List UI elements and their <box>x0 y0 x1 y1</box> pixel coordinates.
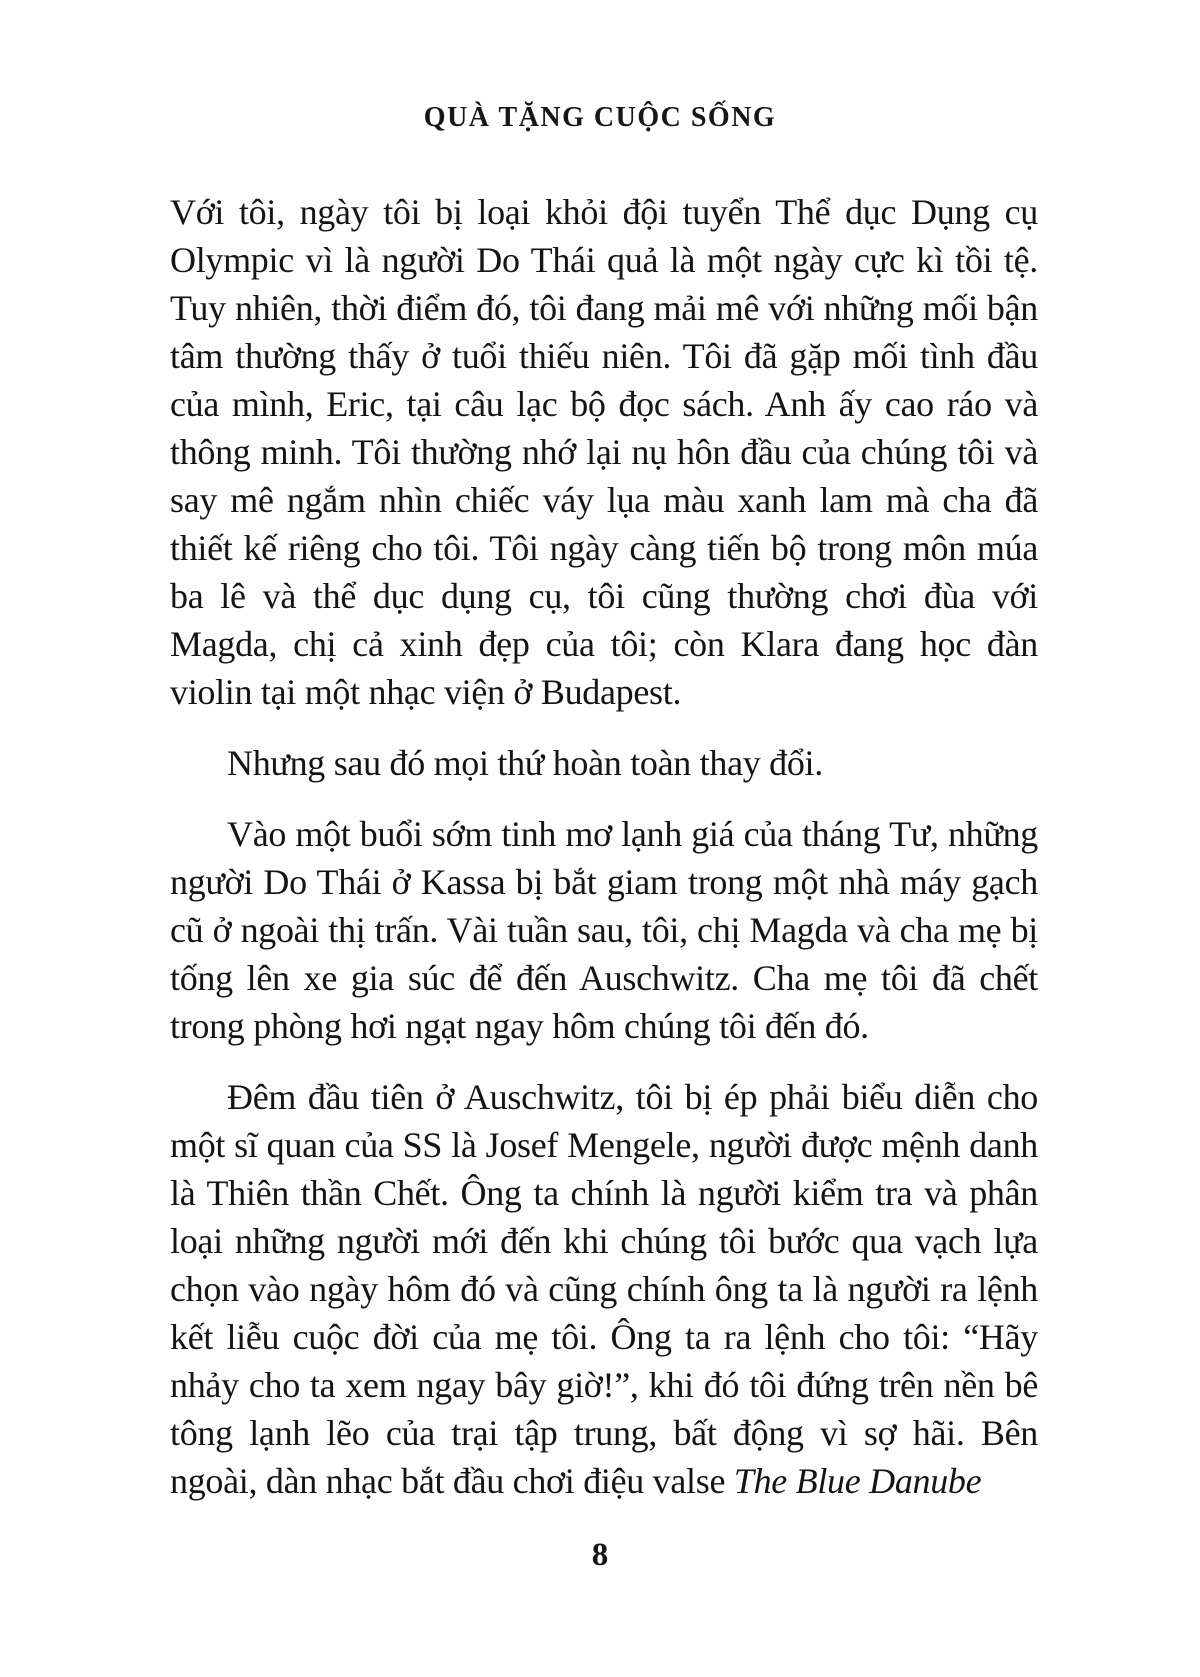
book-title-italic: The Blue Danube <box>733 1461 982 1501</box>
paragraph-2: Nhưng sau đó mọi thứ hoàn toàn thay đổi. <box>227 743 823 783</box>
paragraph-4 <box>170 1073 1038 1505</box>
page-body <box>170 188 1038 1505</box>
page-number: 8 <box>591 1537 609 1573</box>
running-header: QUÀ TẶNG CUỘC SỐNG <box>423 102 777 133</box>
paragraph-1: Với tôi, ngày tôi bị loại khỏi đội tuyển Thể dục Dụng cụ Olympic vì là người Do Thái quả là một ngày cực kì tồi tệ. Tuy nhiên, thời điểm đó, tôi đang mải mê với những mối bận tâm thường thấy ở tuổi thiếu niên. Tôi đã gặp mối tình đầu của mình, Eric, tại câu lạc bộ đọc sách. Anh ấy cao ráo và thông minh. Tôi thường nhớ lại nụ hôn đầu của chúng tôi và say mê ngắm nhìn chiếc váy lụa màu xanh lam mà cha đã thiết kế riêng cho tôi. Tôi ngày càng tiến bộ trong môn múa ba lê và thể dục dụng cụ, tôi cũng thường chơi đùa với Magda, chị cả xinh đẹp của tôi; còn Klara đang học đàn violin tại một nhạc viện ở Budapest. <box>170 192 1038 712</box>
paragraph-3: Vào một buổi sớm tinh mơ lạnh giá của tháng Tư, những người Do Thái ở Kassa bị bắt giam trong một nhà máy gạch cũ ở ngoài thị trấn. Vài tuần sau, tôi, chị Magda và cha mẹ bị tống lên xe gia súc để đến Auschwitz. Cha mẹ tôi đã chết trong phòng hơi ngạt ngay hôm chúng tôi đến đó. <box>170 814 1038 1046</box>
paragraph-4-text: Đêm đầu tiên ở Auschwitz, tôi bị ép phải biểu diễn cho một sĩ quan của SS là Josef Mengele, người được mệnh danh là Thiên thần Chết. Ông ta chính là người kiểm tra và phân loại những người mới đến khi chúng tôi bước qua vạch lựa chọn vào ngày hôm đó và cũng chính ông ta là người ra lệnh kết liễu cuộc đời của mẹ tôi. Ông ta ra lệnh cho tôi: “Hãy nhảy cho ta xem ngay bây giờ!”, khi đó tôi đứng trên nền bê tông lạnh lẽo của trại tập trung, bất động vì sợ hãi. Bên ngoài, dàn nhạc bắt đầu chơi điệu valse <box>170 1077 1038 1501</box>
